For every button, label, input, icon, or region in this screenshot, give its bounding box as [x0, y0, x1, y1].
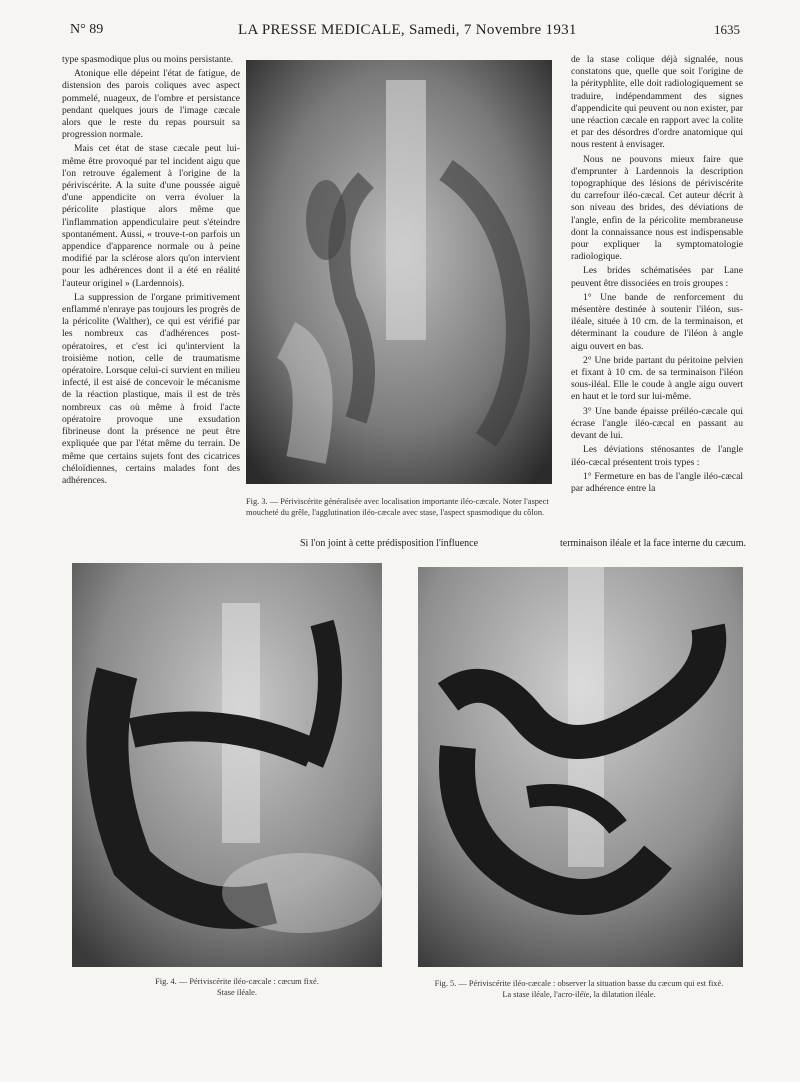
paragraph: 2° Une bride partant du péritoine pelvien et fixant à 10 cm. de sa terminaison l'iléon sous-iléal. Elle le coude à angle aigu ouvert en haut et le tord sur lui-même.: [571, 354, 743, 403]
paragraph: Les déviations sténosantes de l'angle iléo-cæcal présentent trois types :: [571, 444, 743, 468]
caption-line: Stase iléale.: [217, 987, 257, 997]
right-column: [571, 54, 743, 497]
paragraph: 3° Une bande épaisse préiléo-cæcale qui écrase l'angle iléo-cæcal en passant au devant de lui.: [571, 405, 743, 442]
page-number: 1635: [714, 22, 740, 37]
mid-column-text: Si l'on joint à cette prédisposition l'influence: [300, 538, 479, 549]
figure-5-xray: [418, 567, 743, 967]
paragraph: Atonique elle dépeint l'état de fatigue, de distension des parois coliques avec aspect pommelé, nuageux, de l'ombre et persistance pendant quelques jours de l'image cæcale alors que le reste du repas poursuit sa progression normale.: [62, 68, 240, 141]
paragraph: 1° Fermeture en bas de l'angle iléo-cæcal par adhérence entre la: [571, 470, 743, 494]
figure-4-xray: [72, 563, 382, 967]
caption-line: Fig. 4. — Périviscérite iléo-cæcale : cæcum fixé.: [155, 977, 319, 986]
right-column-text: terminaison iléale et la face interne du cæcum.: [560, 538, 747, 549]
figure-3-xray: [246, 60, 552, 484]
paragraph: La suppression de l'organe primitivement enflammé n'enraye pas toujours les progrès de la péricolite (Walther), ce qui est vérifié par les nombreux cas d'adhérences post-opératoires, et c'est ici qu'intervient la troisième notion, celle de traumatisme opératoire. Lorsque celui-ci survient en milieu infecté, il est aisé de concevoir le mécanisme de la réaction plastique, mais il est de très nombreux cas où même à froid l'acte opératoire provoque une exsudation fibrineuse dont la présence ne peut être expliquée que par l'état même du terrain. De même que certains sujets font des cicatrices chéloïdiennes, certains malades font des adhérences.: [62, 291, 240, 486]
figure-4-caption: [72, 977, 402, 998]
issue-number: N° 89: [70, 22, 104, 37]
paragraph: Nous ne pouvons mieux faire que d'emprunter à Lardennois la description topographique des lésions de périviscérite du carrefour iléo-cæcal. Cet auteur décrit à son niveau des brides, des déviations de l'angle, enfin de la péricolite membraneuse dont la connaissance nous est indispensable pour expliquer la symptomatologie radiologique.: [571, 153, 743, 263]
paragraph: de la stase colique déjà signalée, nous constatons que, quelle que soit l'origine de la pérityphlite, elle doit radiologiquement se traduire, indépendamment des signes d'appendicite qui peuvent ou non exister, par une réaction cæcale en rapport avec la colite et par des désordres d'ordre anatomique qui nous restent à envisager.: [571, 54, 743, 151]
page-header: [70, 22, 740, 42]
paragraph: 1° Une bande de renforcement du mésentère destinée à soutenir l'iléon, sus-iléale, située à 10 cm. de la terminaison, et déterminant la coudure de l'iléon à angle aigu ouvert en bas.: [571, 291, 743, 352]
left-column: [62, 54, 240, 489]
figure-5-caption: [400, 979, 758, 1000]
journal-title: LA PRESSE MEDICALE, Samedi, 7 Novembre 1931: [238, 22, 577, 38]
caption-line: Fig. 5. — Périviscérite iléo-cæcale : observer la situation basse du cæcum qui est fixé.: [434, 979, 724, 988]
paragraph: Les brides schématisées par Lane peuvent être dissociées en trois groupes :: [571, 265, 743, 289]
caption-line: La stase iléale, l'acro-iléïe, la dilatation iléale.: [502, 989, 656, 999]
figure-3-caption: Fig. 3. — Périviscérite généralisée avec localisation importante iléo-cæcale. Noter l'aspect moucheté du grêle, l'agglutination iléo-cæcale avec stase, l'aspect spasmodique du côlon.: [246, 497, 549, 517]
paragraph: type spasmodique plus ou moins persistante.: [62, 54, 234, 65]
paragraph: Mais cet état de stase cæcale peut lui-même être provoqué par tel incident aigu que l'on retrouve également à l'origine de la périviscérite. A la suite d'une poussée aiguë d'une appendicite on verra évoluer la péricolite plastique alors même que l'inflammation appendiculaire peut s'éteindre spontanément. Aussi, « trouve-t-on parfois un appendice d'apparence normale ou à peine modifié par la sclérose alors qu'on intervient pour les adhérences dont il a été en réalité l'auteur originel » (Lardennois).: [62, 143, 240, 289]
